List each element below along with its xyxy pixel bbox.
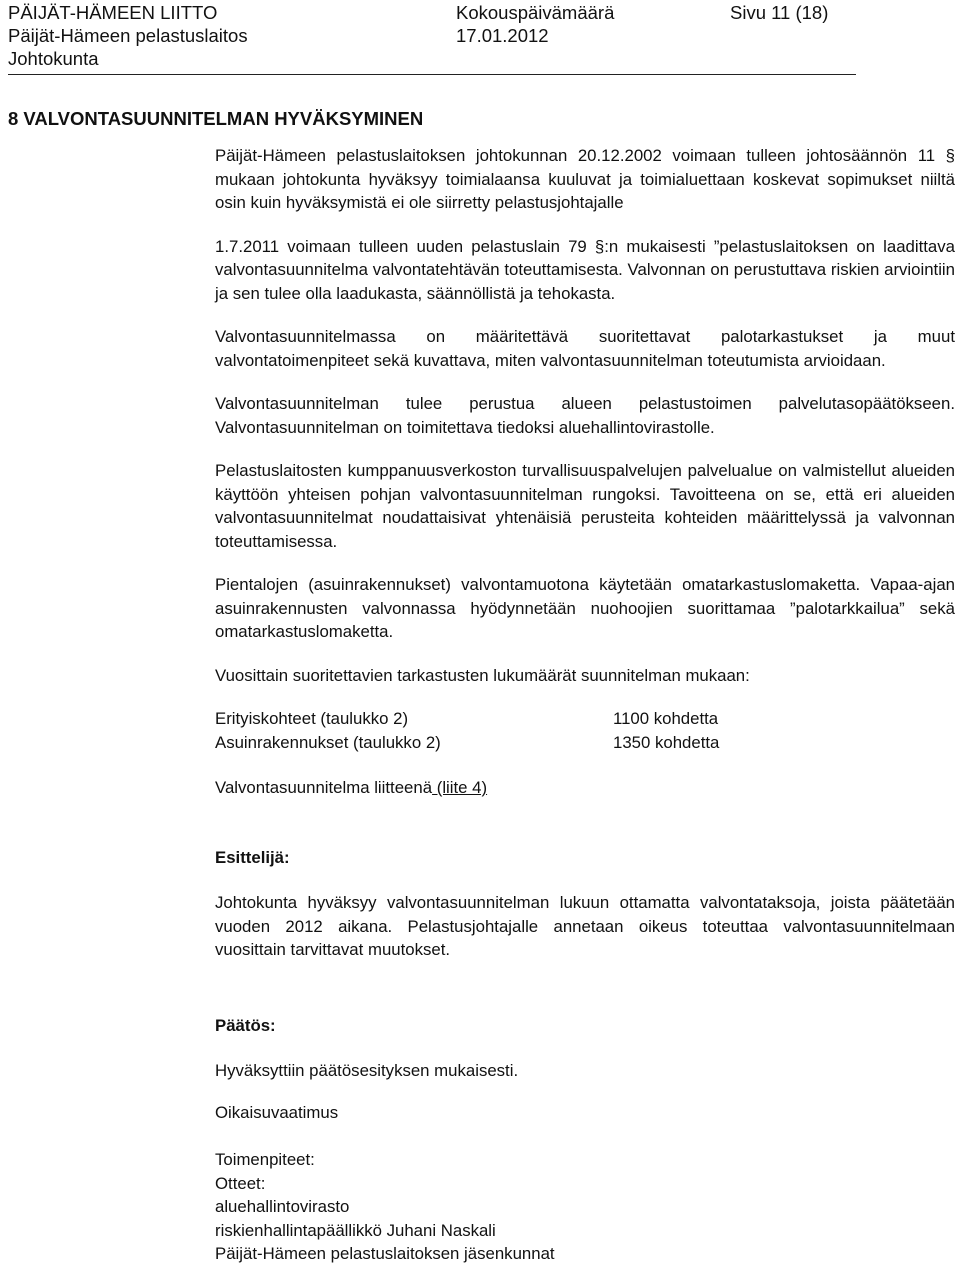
header-page-number: Sivu 11 (18)	[730, 2, 829, 23]
attachment-reference: (liite 4)	[432, 778, 488, 797]
count-row	[215, 731, 955, 755]
header-rule	[8, 74, 856, 75]
section-title: 8 VALVONTASUUNNITELMAN HYVÄKSYMINEN	[8, 108, 424, 129]
attachment-text: Valvontasuunnitelma liitteenä	[215, 778, 433, 797]
header-body: Johtokunta	[8, 48, 99, 69]
header-date: 17.01.2012	[456, 25, 549, 46]
appeal-note: Oikaisuvaatimus	[215, 1102, 339, 1122]
paragraph-plan-requirements: Valvontasuunnitelmassa on määritettävä suoritettavat palotarkastukset ja muut valvontatoimenpiteet sekä kuvattava, miten valvontasuunnitelman toteutumista arvioidaan.	[215, 327, 955, 370]
count-label: Erityiskohteet (taulukko 2)	[215, 709, 409, 728]
count-value: 1100 kohdetta	[613, 709, 719, 728]
recipient-item: aluehallintovirasto	[215, 1197, 350, 1216]
paragraph-service-level: Valvontasuunnitelman tulee perustua alueen pelastustoimen palvelutasopäätökseen. Valvontasuunnitelman on toimitettava tiedoksi aluehallintovirastolle.	[215, 394, 955, 437]
inspection-counts	[215, 707, 955, 754]
count-value: 1350 kohdetta	[613, 732, 720, 752]
header-date-label: Kokouspäivämäärä	[456, 2, 615, 23]
attachment-note	[215, 776, 955, 800]
paragraph-annual-counts: Vuosittain suoritettavien tarkastusten lukumäärät suunnitelman mukaan:	[215, 665, 750, 685]
extracts-label: Otteet:	[215, 1173, 266, 1193]
actions-list	[215, 1148, 955, 1266]
recipient-item: riskienhallintapäällikkö Juhani Naskali	[215, 1220, 496, 1240]
paragraph-partnership: Pelastuslaitosten kumppanuusverkoston turvallisuuspalvelujen palvelualue on valmistellut alueiden käyttöön yhteisen pohjan valvontasuunnitelman rungoksi. Tavoitteena on se, että eri alueiden valvontasuunnitelmat noudattaisivat yhtenäisiä perusteita kohteiden määrittelyssä ja valvonnan toteuttamisessa.	[215, 461, 955, 551]
presenter-label: Esittelijä:	[215, 847, 290, 867]
paragraph-rescue-act: 1.7.2011 voimaan tulleen uuden pelastuslain 79 §:n mukaisesti ”pelastuslaitoksen on laadittava valvontasuunnitelma valvontatehtävän toteuttamisesta. Valvonnan on perustuttava riskien arviointiin ja sen tulee olla laadukasta, säännöllistä ja tehokasta.	[215, 236, 955, 303]
actions-label: Toimenpiteet:	[215, 1150, 315, 1169]
decision-text: Hyväksyttiin päätösesityksen mukaisesti.	[215, 1061, 519, 1080]
count-label: Asuinrakennukset (taulukko 2)	[215, 732, 441, 752]
header-org: PÄIJÄT-HÄMEEN LIITTO	[8, 2, 218, 23]
decision-label: Päätös:	[215, 1015, 276, 1035]
count-row	[215, 707, 955, 731]
recipient-item: Päijät-Hämeen pelastuslaitoksen jäsenkunnat	[215, 1244, 555, 1263]
document-body	[215, 144, 955, 1266]
header-unit: Päijät-Hämeen pelastuslaitos	[8, 25, 248, 46]
presenter-proposal: Johtokunta hyväksyy valvontasuunnitelman lukuun ottamatta valvontataksoja, joista päätetään vuoden 2012 aikana. Pelastusjohtajalle annetaan oikeus toteuttaa valvontasuunnitelmaan vuosittain tarvittavat muutokset.	[215, 893, 955, 959]
paragraph-bylaw: Päijät-Hämeen pelastuslaitoksen johtokunnan 20.12.2002 voimaan tulleen johtosäännön 11 § mukaan johtokunta hyväksyy toimialaansa kuuluvat ja toimialuettaan koskevat sopimukset niiltä osin kuin hyväksymistä ei ole siirretty pelastusjohtajalle	[215, 146, 955, 212]
paragraph-small-houses: Pientalojen (asuinrakennukset) valvontamuotona käytetään omatarkastuslomaketta. Vapaa-ajan asuinrakennusten valvonnassa hyödynnetään nuohoojien suorittamaa ”palotarkkailua” sekä omatarkastuslomaketta.	[215, 575, 955, 641]
